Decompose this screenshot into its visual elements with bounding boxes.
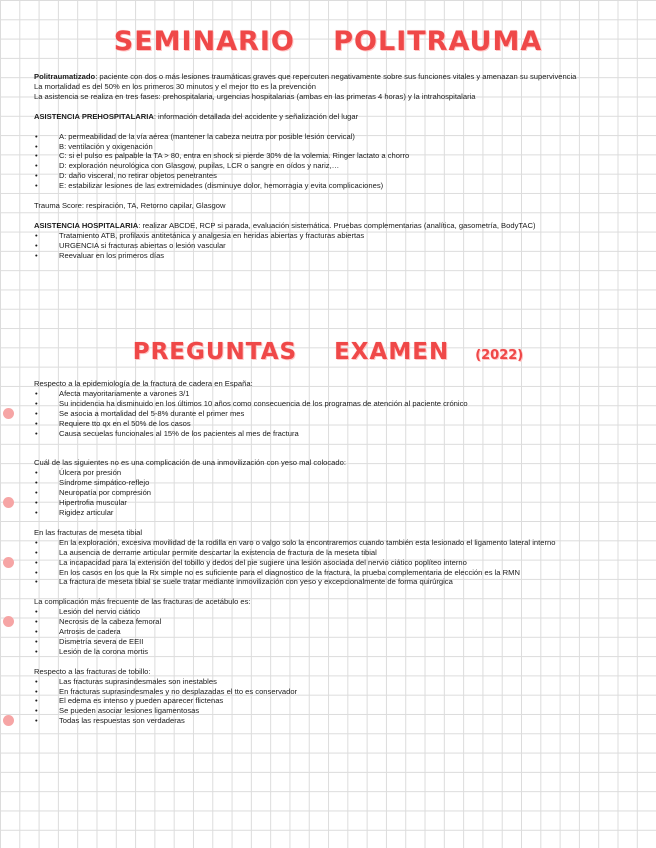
option (34, 409, 626, 419)
trauma-score: Trauma Score: respiración, TA, Retorno capilar, Glasgow (34, 201, 226, 211)
option-text: En fracturas suprasindesmales y no desplazadas el tto es conservador (59, 686, 298, 696)
option-text: Requiere tto qx en el 50% de los casos (59, 418, 191, 428)
intro-definition-text: : paciente con dos o más lesiones traumáticas graves que repercuten negativamente sobre sus funciones vitales y amenazan su supervivencia (95, 72, 577, 81)
hosp-term: ASISTENCIA HOSPITALARIA (34, 220, 139, 230)
option (34, 399, 626, 409)
option (34, 429, 626, 439)
prehosp-term: ASISTENCIA PREHOSPITALARIA (34, 111, 154, 121)
intro-line2: La mortalidad es del 50% en los primeros 30 minutos y el mejor tto es la prevención (34, 81, 316, 91)
question-stem: En las fracturas de meseta tibial (34, 527, 143, 537)
exam-title-word2: EXAMEN (334, 339, 450, 365)
question (34, 528, 626, 587)
option-text: Se asocia a mortalidad del 5-8% durante el primer mes (59, 408, 245, 418)
option-text: La fractura de meseta tibial se suele tratar mediante inmovilización con yeso y excepcionalmente de forma quirúrgica (59, 577, 453, 587)
option-list (34, 677, 626, 727)
option-text: Todas las respuestas son verdaderas (59, 716, 185, 726)
option-list (34, 538, 626, 588)
option-text: La ausencia de derrame articular permite descartar la existencia de fractura de la meseta tibial (59, 547, 377, 557)
prehosp-item: • C: si el pulso es palpable la TA > 80, entra en shock si pierde 30% de la volemia. Ringer lactato a chorro (34, 151, 626, 161)
option (34, 558, 626, 568)
hosp-item: • Reevaluar en los primeros días (34, 251, 626, 261)
prehosp-item: • E: estabilizar lesiones de las extremidades (disminuye dolor, hemorragia y evita complicaciones) (34, 181, 626, 191)
intro-definition (34, 72, 626, 82)
hosp-list (34, 231, 626, 261)
exam-title-year: (2022) (475, 348, 524, 363)
option (34, 568, 626, 578)
exam-title-word1: PREGUNTAS (132, 339, 298, 365)
option (34, 577, 626, 587)
hosp-heading (34, 221, 626, 231)
question-stem: Respecto a las fracturas de tobillo: (34, 666, 151, 676)
intro-term: Politraumatizado (34, 72, 96, 81)
hosp-item: • Tratamiento ATB, profilaxis antitetánica y analgesia en heridas abiertas y fracturas abiertas (34, 231, 626, 241)
seminar-title (0, 26, 656, 57)
option (34, 468, 626, 478)
option-text: La incapacidad para la extensión del tobillo y dedos del pie sugiere una lesión asociada del nervio ciático poplíteo interno (59, 557, 467, 567)
option (34, 716, 626, 726)
option-text: Dismetría severa de EEII (59, 636, 144, 646)
hosp-text: : realizar ABCDE, RCP si parada, evaluación sistemática. Pruebas complementarias (analítica, gasometría, BodyTAC) (138, 220, 536, 230)
option-text: Neuropatía por compresión (59, 488, 152, 498)
answer-mark (3, 497, 14, 508)
answer-mark (3, 408, 14, 419)
answer-mark (3, 715, 14, 726)
question (34, 379, 626, 438)
question (34, 667, 626, 726)
question (34, 597, 626, 656)
option-text: Lesión del nervio ciático (59, 607, 141, 617)
option-text: En los casos en los que la Rx simple no es suficiente para el diagnostico de la fractura, la prueba complementaria de elección es la RMN (59, 567, 520, 577)
option-text: Úlcera por presión (59, 468, 122, 478)
option (34, 419, 626, 429)
option-list (34, 389, 626, 439)
option-text: El edema es intenso y pueden aparecer flictenas (59, 696, 224, 706)
option-text: Rigidez articular (59, 507, 114, 517)
question-stem: Cuál de las siguientes no es una complicación de una inmovilización con yeso mal colocado: (34, 458, 346, 468)
option (34, 637, 626, 647)
option-list (34, 468, 626, 518)
option-text: Lesión de la corona mortis (59, 646, 149, 656)
intro-line3: La asistencia se realiza en tres fases: prehospitalaria, urgencias hospitalarias (ambas en las primeras 4 horas) y la intrahospitalaria (34, 91, 476, 101)
option-text: Se pueden asociar lesiones ligamentosas (59, 706, 200, 716)
option (34, 687, 626, 697)
option (34, 488, 626, 498)
prehosp-item: • A: permeabilidad de la vía aérea (mantener la cabeza neutra por posible lesión cervical) (34, 132, 626, 142)
option-text: En la exploración, excesiva movilidad de la rodilla en varo o valgo solo la encontraremos cuando también esta lesionado el ligamento lateral interno (59, 537, 556, 547)
prehosp-item: • D: exploración neurológica con Glasgow, pupilas, LCR o sangre en oídos y nariz,… (34, 161, 626, 171)
question-stem: La complicación más frecuente de las fracturas de acetábulo es: (34, 597, 251, 607)
prehosp-heading (34, 112, 626, 122)
option (34, 706, 626, 716)
option (34, 548, 626, 558)
option (34, 647, 626, 657)
option-text: Síndrome simpático-reflejo (59, 478, 150, 488)
option (34, 508, 626, 518)
seminar-title-word1: SEMINARIO (113, 26, 295, 57)
option (34, 627, 626, 637)
answer-mark (3, 557, 14, 568)
option (34, 389, 626, 399)
option (34, 677, 626, 687)
option (34, 696, 626, 706)
question-stem: Respecto a la epidemiología de la fractura de cadera en España: (34, 379, 253, 388)
option-text: Causa secuelas funcionales al 15% de los pacientes al mes de fractura (59, 428, 299, 438)
option-text: Hipertrofia muscular (59, 498, 127, 508)
option-text: Necrosis de la cabeza femoral (59, 617, 162, 627)
politrauma-notes (34, 72, 626, 261)
exam-questions (34, 379, 626, 726)
answer-mark (3, 616, 14, 627)
option-text: Artrosis de cadera (59, 627, 121, 637)
prehosp-text: : información detallada del accidente y señalización del lugar (153, 111, 359, 121)
prehosp-item: • B: ventilación y oxigenación (34, 142, 626, 152)
option-list (34, 607, 626, 657)
question (34, 458, 626, 517)
option (34, 478, 626, 488)
option (34, 538, 626, 548)
option-text: Su incidencia ha disminuido en los últimos 10 años como consecuencia de los programas de atención al paciente crónico (59, 398, 468, 408)
option-text: Las fracturas suprasindesmales son inestables (59, 676, 217, 686)
prehosp-list (34, 132, 626, 191)
exam-title (0, 339, 656, 365)
option (34, 607, 626, 617)
hosp-item: • URGENCIA si fracturas abiertas o lesión vascular (34, 241, 626, 251)
seminar-title-word2: POLITRAUMA (333, 26, 543, 57)
option (34, 617, 626, 627)
option (34, 498, 626, 508)
prehosp-item: • D: daño visceral, no retirar objetos penetrantes (34, 171, 626, 181)
option-text: Afecta mayoritariamente a varones 3/1 (59, 388, 190, 398)
